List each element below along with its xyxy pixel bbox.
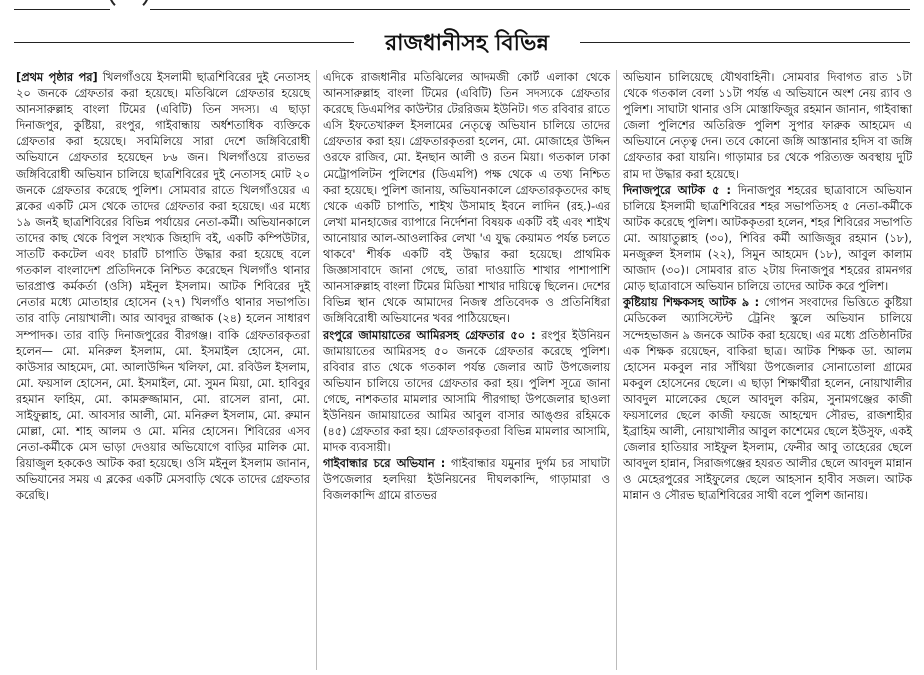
column-2-paragraph-2	[323, 328, 610, 457]
page-tab-arc	[108, 0, 150, 12]
column-2-paragraph-1: এদিকে রাজধানীর মতিঝিলের আদমজী কোর্ট এলাকা থেকে আনসারুল্লাহ বাংলা টিমের (এবিটি) তিন সদস্যকে গ্রেফতার করেছে ডিএমপির কাউন্টার টেররিজম ইউনিট। গত রবিবার রাতে এসি ইফতেখারুল ইসলামের নেতৃত্বে অভিযান চালিয়ে তাদের গ্রেফতার করা হয়। গ্রেফতারকৃতরা হলেন, মো. মোজাহের উদ্দিন ওরফে রাজিব, মো. ইনছান আলী ও রতন মিয়া। গতকাল ঢাকা মেট্রোপলিটন পুলিশের (ডিএমপি) পক্ষ থেকে এ তথ্য নিশ্চিত করা হয়েছে। পুলিশ জানায়, অভিযানকালে গ্রেফতারকৃতদের কাছ থেকে একটি চাপাতি, শাইখ উসামাহ ইবনে লাদিন (রহ.)-এর লেখা মানহাজের ব্যাপারে নির্দেশনা বিষয়ক একটি বই এবং শাইখ আনোয়ার আল-আওলাকির লেখা 'এ যুদ্ধ কেয়ামত পর্যন্ত চলতে থাকবে' শীর্ষক একটি বই উদ্ধার করা হয়েছে। প্রাথমিক জিজ্ঞাসাবাদে জানা গেছে, তারা দাওয়াতি শাখার পাশাপাশি আনসারুল্লাহ বাংলা টিমের মিডিয়া শাখার দায়িত্বে ছিলেন। দেশের বিভিন্ন স্থান থেকে আমাদের নিজস্ব প্রতিবেদক ও প্রতিনিধিরা জঙ্গিবিরোধী অভিযানের খবর পাঠিয়েছেন।	[323, 71, 610, 326]
column-1-text: খিলগাঁওয়ে ইসলামী ছাত্রশিবিরের দুই নেতাসহ ২০ জনকে গ্রেফতার করা হয়েছে। মতিঝিলে গ্রেফতার হয়েছে আনসারুল্লাহ বাংলা টিমের (এবিটি) তিন সদস্য। এ ছাড়া দিনাজপুর, কুষ্টিয়া, রংপুর, গাইবান্ধায় অর্ধশতাধিক ব্যক্তিকে গ্রেফতার করা হয়েছে। সবমিলিয়ে সারা দেশে জঙ্গিবিরোধী অভিযানে গ্রেফতার হয়েছেন ৮৬ জন। খিলগাঁওয়ে রাতভর জঙ্গিবিরোধী অভিযান চালিয়ে ছাত্রশিবিরের দুই নেতাসহ মোট ২০ জনকে গ্রেফতার করেছে পুলিশ। সোমবার রাতে খিলগাঁওয়ের এ ব্লকের একটি মেস থেকে তাদের গ্রেফতার করা হয়েছে। এর মধ্যে ১৯ জনই ছাত্রশিবিরের বিভিন্ন পর্যায়ের নেতা-কর্মী। অভিযানকালে তাদের কাছ থেকে বিপুল সংখ্যক জিহাদি বই, একটি কম্পিউটার, সাতটি ককটেল এবং চারটি চাপাতি উদ্ধার করা হয়েছে বলে গতকাল বাংলাদেশ প্রতিদিনকে নিশ্চিত করেছেন খিলগাঁও থানার ভারপ্রাপ্ত কর্মকর্তা (ওসি) মইনুল ইসলাম। আটক শিবিরের দুই নেতার মধ্যে মোতাহার হোসেন (২৭) খিলগাঁও থানার সভাপতি। তার বাড়ি নোয়াখালী। আর আবদুর রাজ্জাক (২৪) হলেন সাধারণ সম্পাদক। তার বাড়ি দিনাজপুরের বীরগঞ্জ। বাকি গ্রেফতারকৃতরা হলেন— মো. মনিরুল ইসলাম, মো. ইসমাইল হোসেন, মো. কাউসার আহমেদ, মো. আলাউদ্দিন খলিফা, মো. রবিউল ইসলাম, মো. ফয়সাল হোসেন, মো. ইসমাইল, মো. সুমন মিয়া, মো. হাবিবুর রহমান ফাহিম, মো. কামরুজ্জামান, মো. রাসেল রানা, মো. সাইফুল্লাহ, মো. আবসার আলী, মো. মনিরুল ইসলাম, মো. রুমান মোল্লা, মো. শাহ আলম ও মো. মনির হোসেন। শিবিরের এসব নেতা-কর্মীকে মেস ভাড়া দেওয়ার অভিযোগে বাড়ির মালিক মো. রিয়াজুল হককেও আটক করা হয়েছে। ওসি মইনুল ইসলাম জানান, অভিযানের সময় এ ব্লকের একটি মেসবাড়ি থেকে তাদের গ্রেফতার করেছি।	[16, 71, 310, 503]
header-rule-left	[14, 42, 354, 43]
article-columns	[10, 70, 918, 670]
column-3-paragraph-2	[623, 183, 912, 296]
top-rule-right	[150, 9, 910, 10]
article-column-2	[316, 70, 616, 670]
kushtia-subhead: কুষ্টিয়ায় শিক্ষকসহ আটক ৯ :	[623, 296, 760, 310]
continued-from-label: [প্রথম পৃষ্ঠার পর]	[16, 71, 98, 84]
dinajpur-text: দিনাজপুর শহরের ছাত্রাবাসে অভিযান চালিয়ে ইসলামী ছাত্রশিবিরের শহর সভাপতিসহ ৫ নেতা-কর্মীকে আটক করেছে পুলিশ। আটককৃতরা হলেন, শহর শিবিরের সভাপতি মো. আয়াতুল্লাহ (৩০), শিবির কর্মী আজিজুর রহমান (১৮), মনজুরুল ইসলাম (২২), সিমুন আহমেদ (১৮), আবুল কালাম আজাদ (৩০)। সোমবার রাত ২টায় দিনাজপুর শহরের রামনগর মোড় ছাত্রাবাসে অভিযান চালিয়ে তাদের আটক করে পুলিশ।	[623, 183, 912, 294]
gaibandha-text: গাইবান্ধার যমুনার দুর্গম চর সাঘাটা উপজেলার হলদিয়া ইউনিয়নের দীঘলকান্দি, গাড়ামারা ও বিজলকান্দি গ্রামে রাতভর	[323, 457, 611, 503]
kushtia-text: গোপন সংবাদের ভিত্তিতে কুষ্টিয়া মেডিকেল অ্যাসিস্টেন্ট ট্রেনিং স্কুলে অভিযান চালিয়ে সন্দেহভাজন ৯ জনকে আটক করা হয়েছে। এর মধ্যে প্রতিষ্ঠানটির এক শিক্ষক রয়েছেন, বাকিরা ছাত্র। আটক শিক্ষক ডা. আলম হোসেন মকবুল নার সাঁথিয়া উপজেলার সোনাতোলা গ্রামের মকবুল হোসেনের ছেলে। এ ছাড়া শিক্ষার্থীরা হলেন, নোয়াখালীর আবদুল মালেকের ছেলে আবদুল করিম, সুনামগঞ্জের কাজী ফয়সালের ছেলে কাজী ফয়জে আহম্মেদ সৌরভ, রাজশাহীর ইব্রাহিম আলী, নোয়াখালীর আবুল কাশেমের ছেলে ইউসুফ, একই জেলার হাতিয়ার সাইফুল ইসলাম, ফেনীর আবু তাহেরের ছেলে আবদুল হান্নান, সিরাজগঞ্জের হযরত আলীর ছেলে আবদুল মান্নান ও মেহেরপুরের সাইফুলের ছেলে আহসান হাবীব সজল। আটক মান্নান ও সৌরভ ছাত্রশিবিরের সাথী বলে পুলিশ জানায়।	[623, 296, 912, 503]
dinajpur-subhead: দিনাজপুরে আটক ৫ :	[623, 183, 732, 197]
column-3-paragraph-1: অভিযান চালিয়েছে যৌথবাহিনী। সোমবার দিবাগত রাত ১টা থেকে গতকাল বেলা ১১টা পর্যন্ত এ অভিযানে অংশ নেয় র‌্যাব ও পুলিশ। সাঘাটা থানার ওসি মোস্তাফিজুর রহমান জানান, গাইবান্ধা জেলা পুলিশের অতিরিক্ত পুলিশ সুপার ফারুক আহমেদ এ অভিযানে নেতৃত্ব দেন। তবে কোনো জঙ্গি আস্তানার হদিস বা জঙ্গি গ্রেফতার করা যায়নি। গাড়ামার চর থেকে পরিত্যক্ত অবস্থায় দুটি রাম দা উদ্ধার করা হয়েছে।	[623, 71, 912, 181]
column-3-paragraph-3	[623, 295, 912, 504]
column-2-paragraph-3	[323, 456, 610, 504]
rangpur-text: রংপুর ইউনিয়ন জামায়াতের আমিরসহ ৫০ জনকে গ্রেফতার করেছে পুলিশ। রবিবার রাত থেকে গতকাল পর্যন্ত জেলার আট উপজেলায় অভিযান চালিয়ে তাদের গ্রেফতার করা হয়। পুলিশ সূত্রে জানা গেছে, নাশকতার মামলার আসামি পীরগাছা উপজেলার ছাওলা ইউনিয়ন জামায়াতের আমির আবুল বাসার আঙ্গুর রহিমকে (৪৫) গ্রেফতার করা হয়। গ্রেফতারকৃতরা বিভিন্ন মামলার আসামি, মাদক ব্যবসায়ী।	[323, 328, 610, 455]
gaibandha-subhead: গাইবান্ধার চরে অভিযান :	[323, 457, 446, 471]
section-title: রাজধানীসহ বিভিন্ন	[385, 30, 549, 56]
top-rule-left	[14, 9, 110, 10]
section-header	[0, 18, 924, 58]
header-rule-right	[580, 42, 910, 43]
rangpur-subhead: রংপুরে জামায়াতের আমিরসহ গ্রেফতার ৫০ :	[323, 328, 536, 342]
article-column-3	[616, 70, 918, 670]
column-1-paragraph	[16, 70, 310, 505]
article-column-1	[10, 70, 316, 670]
